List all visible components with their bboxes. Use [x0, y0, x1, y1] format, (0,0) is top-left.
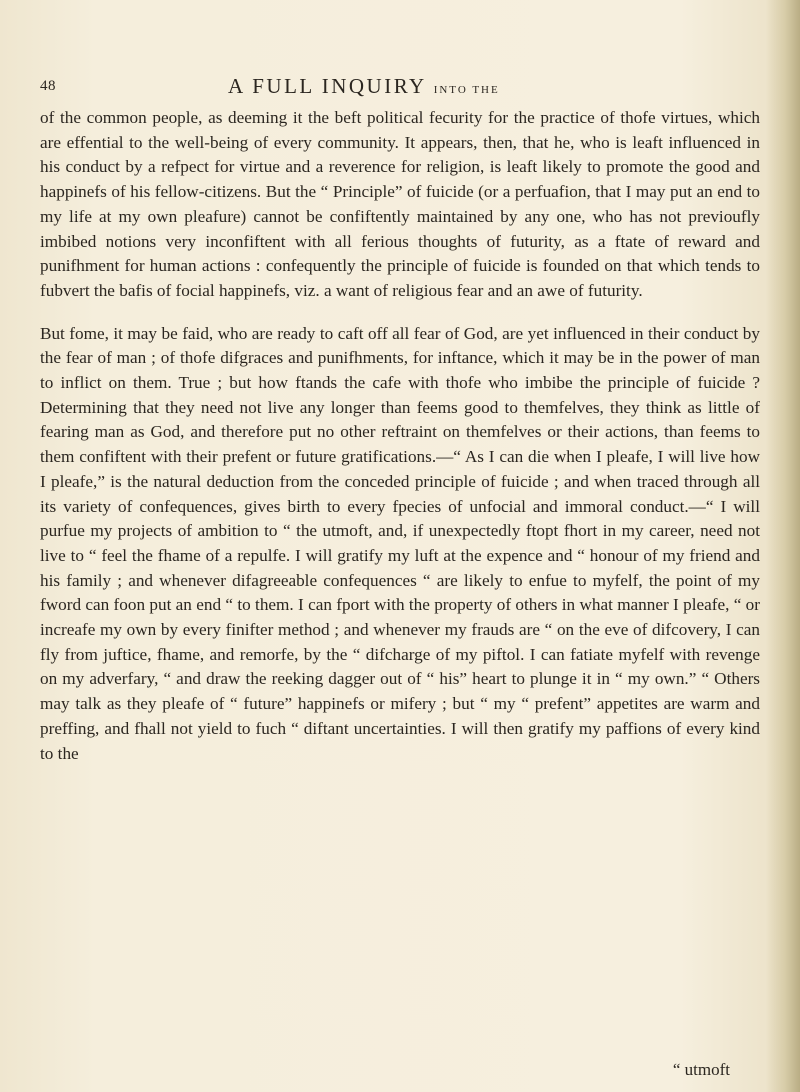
- page-edge-shadow: [766, 0, 800, 1092]
- running-head-title: A FULL INQUIRY: [228, 74, 426, 98]
- paragraph-1: of the common people, as deeming it the beft political fecurity for the practice of thofe virtues, which are effential to the well-being of every community. It appears, then, that he, who is leaft influenced in his conduct by a refpect for virtue and a reverence for religion, is leaft likely to promote the good and happinefs of his fellow-citizens. But the “ Principle” of fuicide (or a perfuafion, that I may put an end to my life at my own pleafure) cannot be confiftently maintained by any one, who has not previoufly imbibed notions very inconfiftent with all ferious thoughts of futurity, as a ftate of reward and punifhment for human actions : confequently the principle of fuicide is founded on that which tends to fubvert the bafis of focial happinefs, viz. a want of religious fear and an awe of futurity.: [40, 108, 760, 300]
- body-text: [40, 106, 760, 766]
- page-header: [40, 74, 760, 104]
- running-head-subtitle: INTO THE: [433, 84, 500, 96]
- catchword: “ utmoft: [672, 1060, 730, 1079]
- running-head: [228, 74, 500, 99]
- page-number: 48: [40, 78, 56, 94]
- paragraph-2: But fome, it may be faid, who are ready to caft off all fear of God, are yet influenced in their conduct by the fear of man ; of thofe difgraces and punifhments, for inftance, which it may be in the power of man to inflict on them. True ; but how ftands the cafe with thofe who imbibe the principle of fuicide ? Determining that they need not live any longer than feems good to themfelves, they think as little of fearing man as God, and therefore put no other reftraint on themfelves or their actions, than feems to them confiftent with their prefent or future gratifications.—“ As I can die when I pleafe, I will live how I pleafe,” is the natural deduction from the conceded principle of fuicide ; and when traced through all its variety of confequences, gives birth to every fpecies of unfocial and immoral conduct.—“ I will purfue my projects of ambition to “ the utmoft, and, if unexpectedly ftopt fhort in my career, need not live to “ feel the fhame of a repulfe. I will gratify my luft at the expence and “ honour of my friend and his family ; and whenever difagreeable confequences “ are likely to enfue to myfelf, the point of my fword can foon put an end “ to them. I can fport with the property of others in what manner I pleafe, “ or increafe my own by every finifter method ; and whenever my frauds are “ on the eve of difcovery, I can fly from juftice, fhame, and remorfe, by the “ difcharge of my piftol. I can fatiate myfelf with revenge on my adverfary, “ and draw the reeking dagger out of “ his” heart to plunge it in “ my own.” “ Others may talk as they pleafe of “ future” happinefs or mifery ; but “ my “ prefent” appetites are warm and preffing, and fhall not yield to fuch “ diftant uncertainties. I will then gratify my paffions of every kind to the: [40, 323, 760, 763]
